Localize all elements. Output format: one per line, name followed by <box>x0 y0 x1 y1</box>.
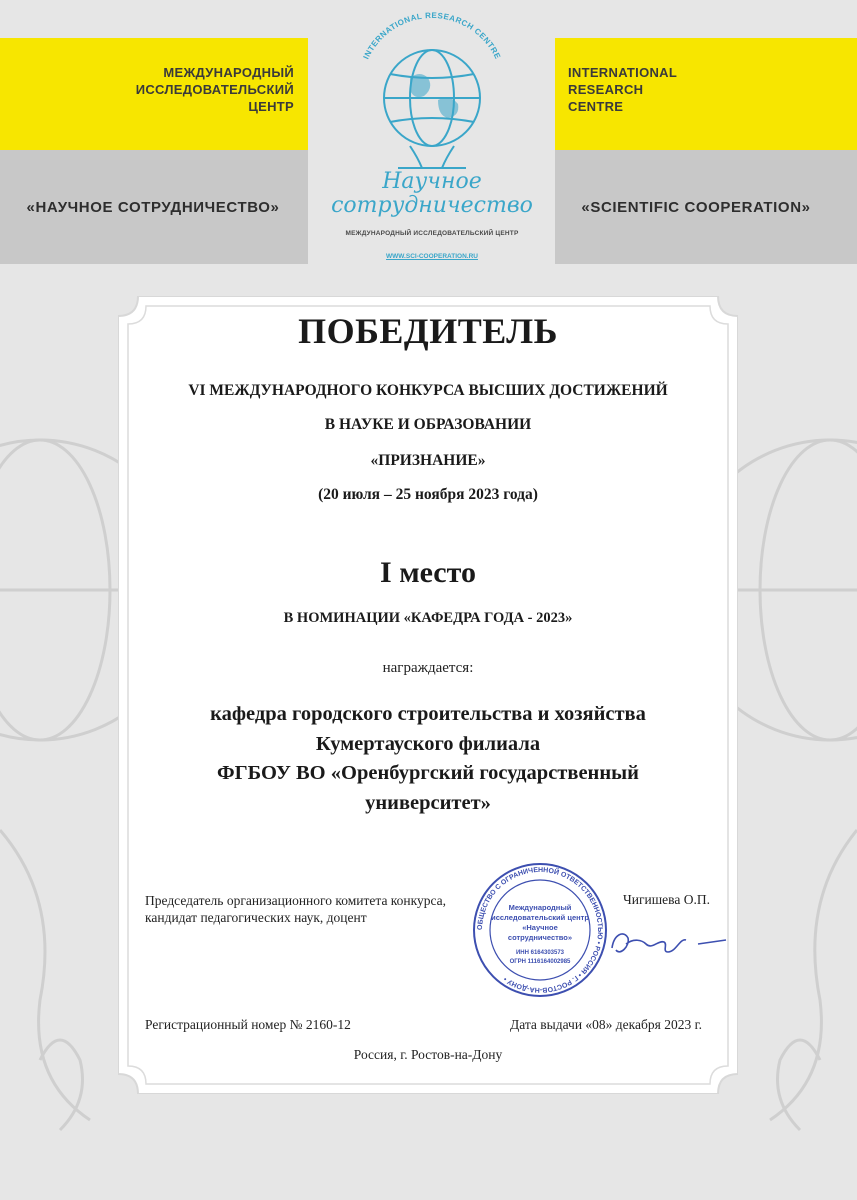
stamp-ogrn: ОГРН 1116164002985 <box>509 959 571 965</box>
header-ru-line-1: МЕЖДУНАРОДНЫЙ <box>163 65 294 80</box>
recipient-line: Кумертауского филиала <box>315 732 541 755</box>
chairman-title-line-2: кандидат педагогических наук, доцент <box>145 910 367 925</box>
logo-script-line-1: Научное <box>382 169 482 194</box>
contest-name-line-2: В НАУКЕ И ОБРАЗОВАНИИ <box>324 416 532 433</box>
handwritten-signature <box>602 916 732 966</box>
header-ru-line-3: ЦЕНТР <box>248 99 294 114</box>
header-en-line-3: CENTRE <box>568 99 624 114</box>
stamp-center-line-4: сотрудничество» <box>507 933 573 942</box>
header-en-line-1: INTERNATIONAL <box>568 65 678 80</box>
logo-script-line-2: сотрудничество <box>331 193 533 218</box>
contest-name-line-3: «ПРИЗНАНИЕ» <box>370 452 486 469</box>
recipient-block <box>118 700 738 818</box>
issue-date: Дата выдачи «08» декабря 2023 г. <box>510 1017 702 1032</box>
signer-name: Чигишева О.П. <box>623 892 710 907</box>
issue-city: Россия, г. Ростов-на-Дону <box>353 1047 503 1062</box>
header-ru-centre-label <box>80 64 294 115</box>
awarded-label: награждается: <box>382 660 474 676</box>
stamp-center-line-1: Международный <box>508 903 572 912</box>
header-ru-organization-name: «НАУЧНОЕ СОТРУДНИЧЕСТВО» <box>26 199 280 216</box>
chairman-title-line-1: Председатель организационного комитета конкурса, <box>145 893 447 908</box>
stamp-inn: ИНН 6164303573 <box>515 950 565 956</box>
logo-subtitle: МЕЖДУНАРОДНЫЙ ИССЛЕДОВАТЕЛЬСКИЙ ЦЕНТР <box>345 230 519 237</box>
official-stamp <box>470 860 610 1000</box>
contest-dates: (20 июля – 25 ноября 2023 года) <box>318 486 538 503</box>
header-en-organization-name: «SCIENTIFIC COOPERATION» <box>581 199 811 216</box>
header-en-centre-label <box>568 64 768 115</box>
logo-ring-text: INTERNATIONAL RESEARCH CENTRE <box>361 10 503 61</box>
logo-script-title <box>318 170 546 218</box>
nomination: В НОМИНАЦИИ «КАФЕДРА ГОДА - 2023» <box>283 610 573 626</box>
header-ru-line-2: ИССЛЕДОВАТЕЛЬСКИЙ <box>135 82 294 97</box>
stamp-ring-text: ОБЩЕСТВО С ОГРАНИЧЕННОЙ ОТВЕТСТВЕННОСТЬЮ • РОССИЯ • Г. РОСТОВ-НА-ДОНУ • <box>476 866 604 994</box>
header-en-line-2: RESEARCH <box>568 82 644 97</box>
recipient-line: кафедра городского строительства и хозяйства <box>210 703 646 725</box>
recipient-line: ФГБОУ ВО «Оренбургский государственный <box>216 762 639 784</box>
contest-name-line-1: VI МЕЖДУНАРОДНОГО КОНКУРСА ВЫСШИХ ДОСТИЖЕНИЙ <box>188 382 668 399</box>
registration-number: Регистрационный номер № 2160-12 <box>145 1017 351 1032</box>
chairman-title <box>145 892 485 926</box>
stamp-center-line-2: исследовательский центр <box>491 913 589 922</box>
website-link[interactable]: WWW.SCI-COOPERATION.RU <box>386 253 478 260</box>
place-heading: I место <box>380 556 476 589</box>
stamp-center-line-3: «Научное <box>522 923 558 932</box>
certificate-title: ПОБЕДИТЕЛЬ <box>298 311 558 351</box>
recipient-line: университет» <box>365 791 491 814</box>
svg-text:INTERNATIONAL RESEARCH CENTRE <box>362 11 503 61</box>
